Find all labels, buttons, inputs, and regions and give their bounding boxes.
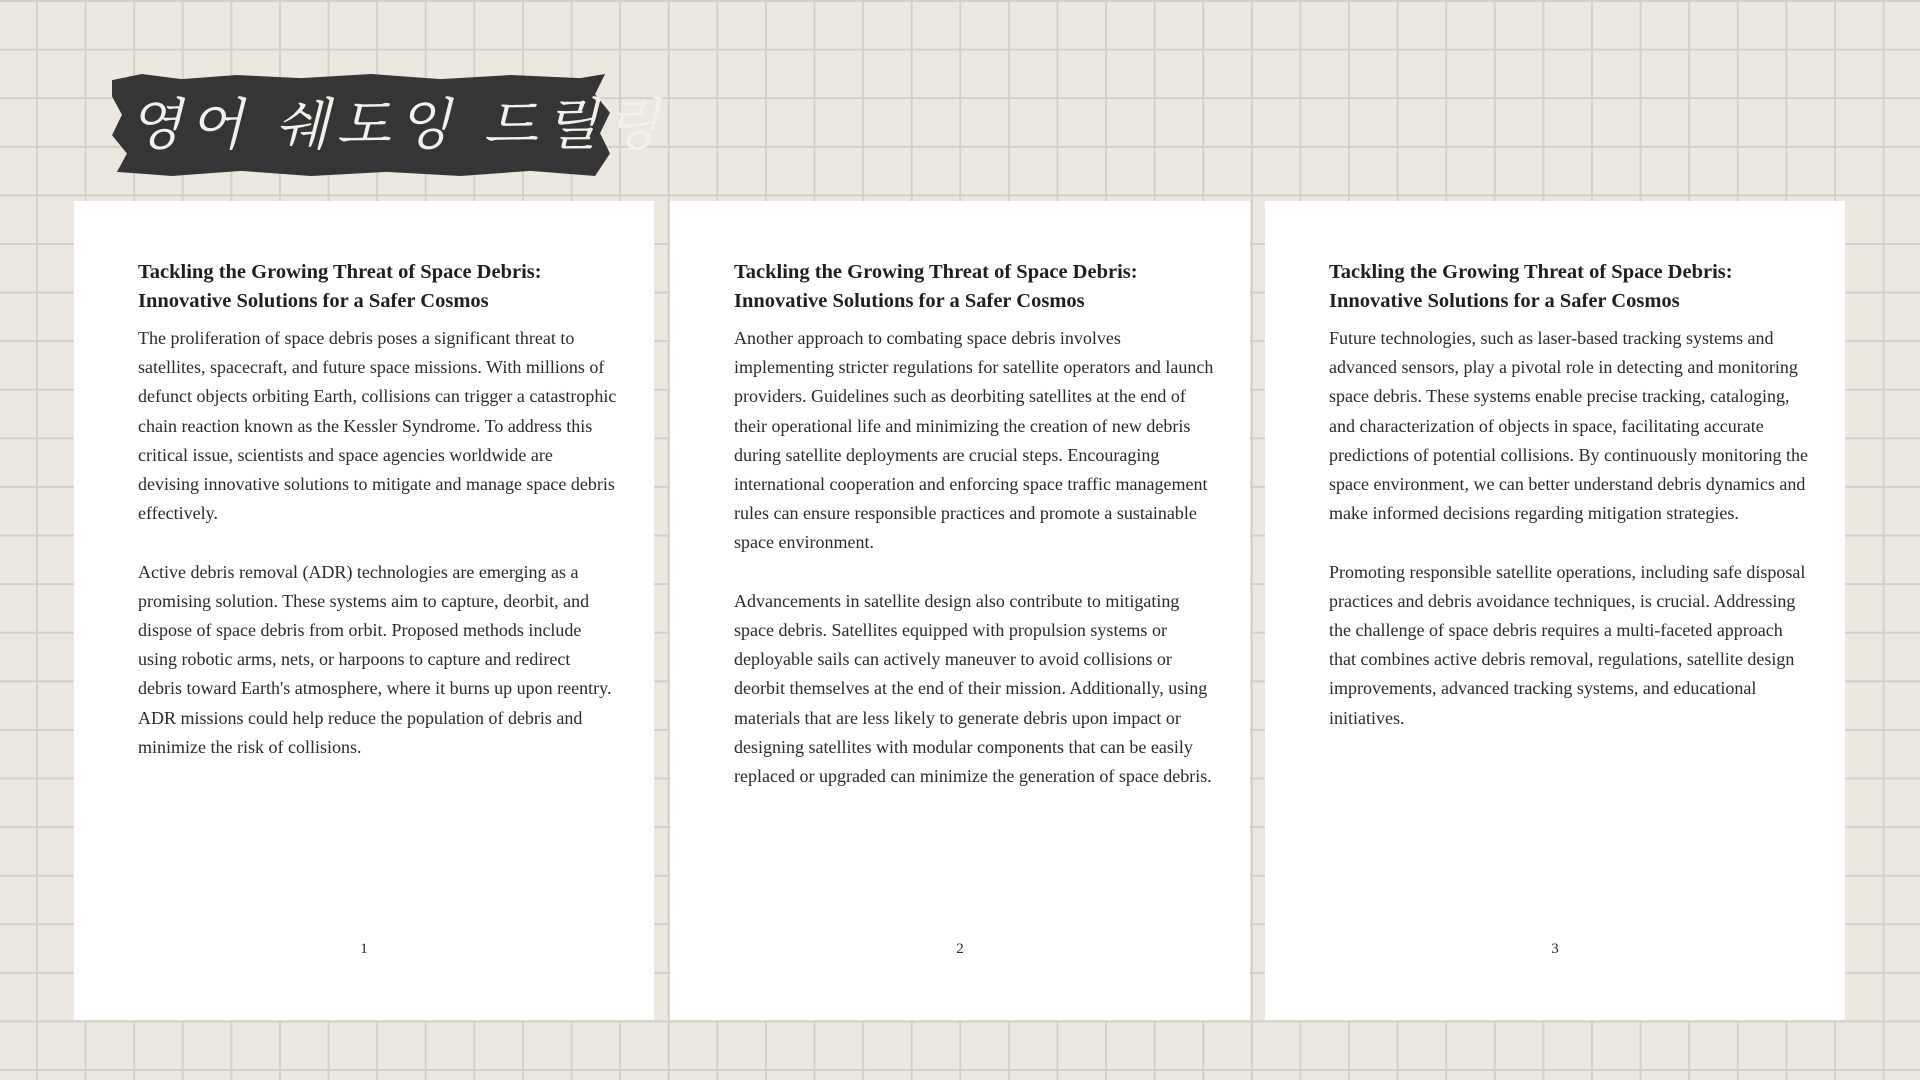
heading-line-1: Tackling the Growing Threat of Space Debris: bbox=[734, 261, 1138, 283]
page-heading bbox=[138, 258, 618, 316]
heading-line-1: Tackling the Growing Threat of Space Debris: bbox=[1329, 261, 1733, 283]
page-title: 영어 쉐도잉 드릴링 bbox=[128, 93, 667, 158]
body-paragraph: Promoting responsible satellite operations, including safe disposal practices and debris avoidance techniques, is crucial. Addressing the challenge of space debris requires a multi-faceted approach that combines active debris removal, regulations, satellite design improvements, advanced tracking systems, and educational initiatives. bbox=[1329, 561, 1806, 728]
body-paragraph: Another approach to combating space debris involves implementing stricter regulations for satellite operators and launch providers. Guidelines such as deorbiting satellites at the end of their operational life and minimizing the creation of new debris during satellite deployments are crucial steps. Encouraging international cooperation and enforcing space traffic management rules can ensure responsible practices and promote a sustainable space environment. bbox=[734, 328, 1214, 553]
page-body bbox=[1329, 324, 1809, 762]
body-paragraph: Active debris removal (ADR) technologies are emerging as a promising solution. These systems aim to capture, deorbit, and dispose of space debris from orbit. Proposed methods include using robotic arms, nets, or harpoons to capture and redirect debris toward Earth's atmosphere, where it burns up upon reentry. ADR missions could help reduce the population of debris and minimize the risk of collisions. bbox=[138, 561, 612, 757]
heading-line-1: Tackling the Growing Threat of Space Debris: bbox=[138, 261, 542, 283]
page-heading bbox=[1329, 258, 1809, 316]
heading-line-2: Innovative Solutions for a Safer Cosmos bbox=[138, 290, 489, 312]
body-paragraph: Future technologies, such as laser-based tracking systems and advanced sensors, play a pivotal role in detecting and monitoring space debris. These systems enable precise tracking, cataloging, and characterization of objects in space, facilitating accurate predictions of potential collisions. By continuously monitoring the space environment, we can better understand debris dynamics and make informed decisions regarding mitigation strategies. bbox=[1329, 328, 1808, 524]
document-page-1 bbox=[74, 201, 654, 1020]
page-number: 3 bbox=[1551, 941, 1559, 957]
body-paragraph: The proliferation of space debris poses a significant threat to satellites, spacecraft, and future space missions. With millions of defunct objects orbiting Earth, collisions can trigger a catastrophic chain reaction known as the Kessler Syndrome. To address this critical issue, scientists and space agencies worldwide are devising innovative solutions to mitigate and manage space debris effectively. bbox=[138, 328, 617, 524]
page-number: 2 bbox=[956, 941, 964, 957]
page-body bbox=[734, 324, 1214, 820]
document-page-2 bbox=[670, 201, 1250, 1020]
page-heading bbox=[734, 258, 1214, 316]
heading-line-2: Innovative Solutions for a Safer Cosmos bbox=[1329, 290, 1680, 312]
body-paragraph: Advancements in satellite design also contribute to mitigating space debris. Satellites equipped with propulsion systems or deployable sails can actively maneuver to avoid collisions or deorbit themselves at the end of their mission. Additionally, using materials that are less likely to generate debris upon impact or designing satellites with modular components that can be easily replaced or upgraded can minimize the generation of space debris. bbox=[734, 590, 1212, 787]
page-number: 1 bbox=[360, 941, 368, 957]
document-page-3 bbox=[1265, 201, 1845, 1020]
heading-line-2: Innovative Solutions for a Safer Cosmos bbox=[734, 290, 1085, 312]
page-body bbox=[138, 324, 618, 791]
